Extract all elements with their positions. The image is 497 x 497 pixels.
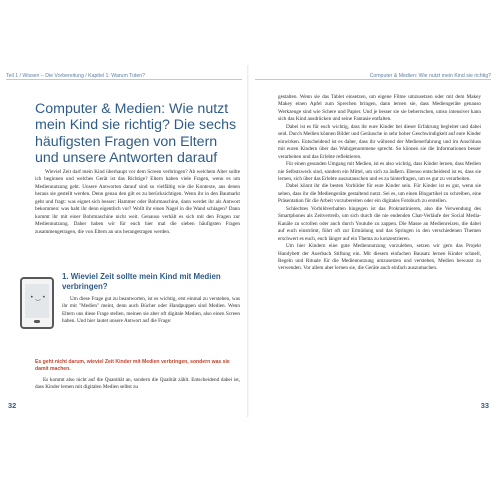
right-body-text [278,94,481,273]
running-head-rule [255,79,491,80]
page-number-right: 33 [480,401,489,410]
body-paragraph: Dabei könnt ihr die besten Vorbilder für eure Kinder sein. Für Kinder ist es gut, wenn sie sehen, dass ihr die Mediengeräte gestaltend nutzt. Sei es, um einen Blogartikel zu schreiben, eine Präsentation für die Arbeit vorzubereiten oder ein digitales Fotobuch zu erstellen. [278,183,481,205]
section-paragraph: Um diese Frage gut zu beantworten, ist es wichtig, erst einmal zu verstehen, was ihr mit "Medien" meint, denn auch Bücher oder Handpuppen sind Medien. Wenn Eltern uns diese Frage stellen, meinen sie aber oft digitale Medien, also einen Screen haben. Und hier lautet unsere Antwort auf die Frage: [62,296,240,325]
phone-home-button [34,320,40,323]
highlight-quote: Es geht nicht darum, wieviel Zeit Kinder mit Medien verbringen, sondern was sie damit machen. [35,359,230,373]
smartphone-smiley-icon [20,277,54,329]
phone-screen [25,284,49,318]
body-paragraph: Für einen gesunden Umgang mit Medien, ist es also wichtig, dass Kinder lernen, dass Medien nie Selbstzweck sind, sondern ein Mittel, um sich zu äußern. Ebenso entscheidend ist es, dass sie lernen, sich über das Erlebte auszutauschen und es zu hinterfragen, um es gut zu verarbeiten. [278,161,481,182]
closing-paragraph: Es kommt also nicht auf die Quantität an, sondern die Qualität zählt. Entscheidend dabei ist, dass Kinder lernen mit digitalen Medien selbst zu [35,377,240,391]
body-paragraph: gestalten. Wenn sie das Tablet einsetzen, um eigene Filme umzusetzen oder mit dem Makey Makey einen Apfel zum Sprechen bringen, dann lernen sie, dass Mediengeräte genauso Werkzeuge sind wie Schere und Papier. Und je besser sie sie beherrschen, umso intensiver kann sich das Kind ausdrücken und seine Fantasie entfalten. [278,94,481,123]
smiley-face: • ‿ • [30,294,46,301]
body-paragraph: Schlechtes Vorbildverhalten hingegen ist das Prokrastinieren, also die Verwendung des Smartphones als Zeitvertreib, um sich durch die nie endenden Chat-Verläufe der Social Media-Kanäle zu scrollen oder auch durch Youtube zu zappen. Die Masse an Medienreizen, die dabei auf euch einströmt, führt oft zur Ermüdung und das Springen in den verschiedenen Themen erschwert es euch, euch länger auf ein Thema zu konzentrieren. [278,205,481,242]
running-head-rule [6,79,242,80]
left-page [0,65,248,417]
body-paragraph: Dabei ist es für euch wichtig, dass ihr eure Kinder bei dieser Erfahrung begleitet und dabei seid. Durch Medien können Bilder und Geräusche in sehr hoher Geschwindigkeit auf eure Kinder einwirken. Entscheidend ist es daher, dass ihr während der Medienerfahrung und im Anschluss mit euren Kindern über das Wahrgenommene sprecht. So können sie die Informationen besser verarbeiten und das Erlebte reflektieren. [278,123,481,160]
right-page [249,65,497,417]
running-head-left: Teil 1 / Wissen – Die Vorbereitung / Kapitel 1: Warum Tuten? [6,73,146,79]
page-number-left: 32 [8,401,17,410]
running-head-right: Computer & Medien: Wie nutzt mein Kind sie richtig? [369,73,491,79]
book-spread [0,65,497,417]
chapter-heading: Computer & Medien: Wie nutzt mein Kind sie richtig? Die sechs häufigsten Fragen von Eltern und unsere Antworten darauf [35,101,237,167]
section-heading: 1. Wieviel Zeit sollte mein Kind mit Medien verbringen? [62,272,221,291]
body-paragraph: Um hier Kindern eine gute Mediennutzung vorzuleben, setzen wir gern das Projekt Handybett der Auerbach Stiftung ein. Mit diesem einfachen Bausatz lernen Kinder schnell, Regeln und Rituale für die Mediennutzung umzusetzen und verstehen, Medien bewusst zu verwenden. Vor allem aber lernen sie, die Geräte auch einfach auszumachen. [278,243,481,272]
intro-paragraph: Wieviel Zeit darf mein Kind überhaupt vor dem Screen verbringen? Ab welchem Alter sollte ich beginnen und welches Gerät ist das Richtige? Eltern haben viele Fragen, wenn es um Mediennutzung geht. Unsere Antworten darauf sind so vielfältig wie die Kontexte, aus denen heraus sie gestellt werden. Denn genau den gilt es zu berücksichtigen. Wenn ihr in den Baumarkt geht und fragt: was eignet sich besser: Hammer oder Bohrmaschine, dann werdet ihr als Antwort bekommen: was habt ihr denn eigentlich vor? Wollt ihr einen Nagel in die Wand schlagen? Dann kommt ihr mit einer Bohrmaschine nicht weit. Genauso verhält es sich mit den Fragen zur Mediennutzung. Daher haben wir für euch hier mal die sieben häufigsten Fragen zusammengetragen, die von Eltern an uns herangetragen werden. [35,169,240,235]
